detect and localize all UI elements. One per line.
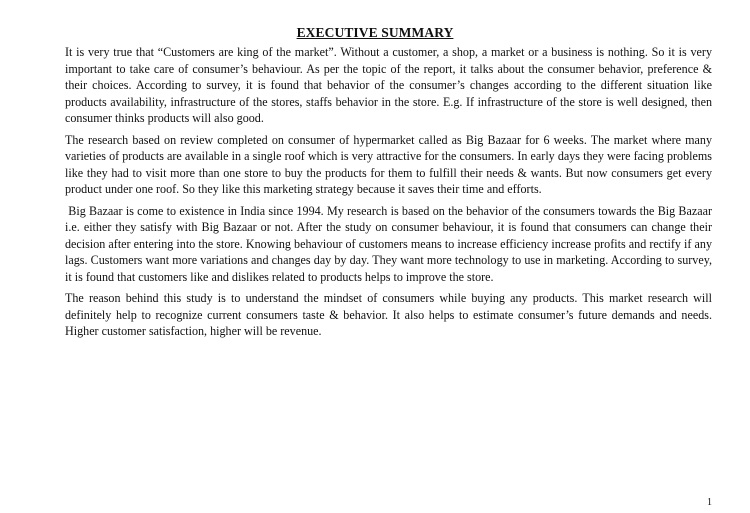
summary-body	[65, 44, 712, 345]
paragraph-big-bazaar: Big Bazaar is come to existence in India since 1994. My research is based on the behavior of the consumers towards the Big Bazaar i.e. either they satisfy with Big Bazaar or not. After the study on consumer behaviour, it is found that consumers can change their decision after entering into the store. Knowing behaviour of customers means to increase efficiency increase profits and rectify if any lags. Customers want more variations and changes day by day. They want more technology to use in marketing. According to survey, it is found that customers like and dislikes related to products helps to improve the store.	[65, 203, 712, 284]
paragraph-intro: It is very true that “Customers are king of the market”. Without a customer, a shop, a market or a business is nothing. So it is very important to take care of consumer’s behaviour. As per the topic of the report, it talks about the consumer behavior, preference & their choices. According to survey, it is found that behavior of the consumer’s changes according to the different situation like products availability, infrastructure of the stores, staffs behavior in the store. E.g. If infrastructure of the store is well designed, then consumer thinks products will also good.	[65, 45, 712, 125]
page-title: EXECUTIVE SUMMARY	[296, 25, 454, 40]
page-number: 1	[707, 497, 712, 508]
paragraph-reason: The reason behind this study is to understand the mindset of consumers while buying any products. This market research will definitely help to recognize current consumers taste & behavior. It also helps to estimate consumer’s future demands and needs. Higher customer satisfaction, higher will be revenue.	[65, 291, 712, 338]
paragraph-research: The research based on review completed on consumer of hypermarket called as Big Bazaar for 6 weeks. The market where many varieties of products are available in a single roof which is very attractive for the consumers. In early days they were facing problems like they had to visit more than one store to buy the products for them to fulfill their needs & wants. But now consumers get every product under one roof. So they like this marketing strategy because it saves their time and efforts.	[65, 132, 712, 196]
